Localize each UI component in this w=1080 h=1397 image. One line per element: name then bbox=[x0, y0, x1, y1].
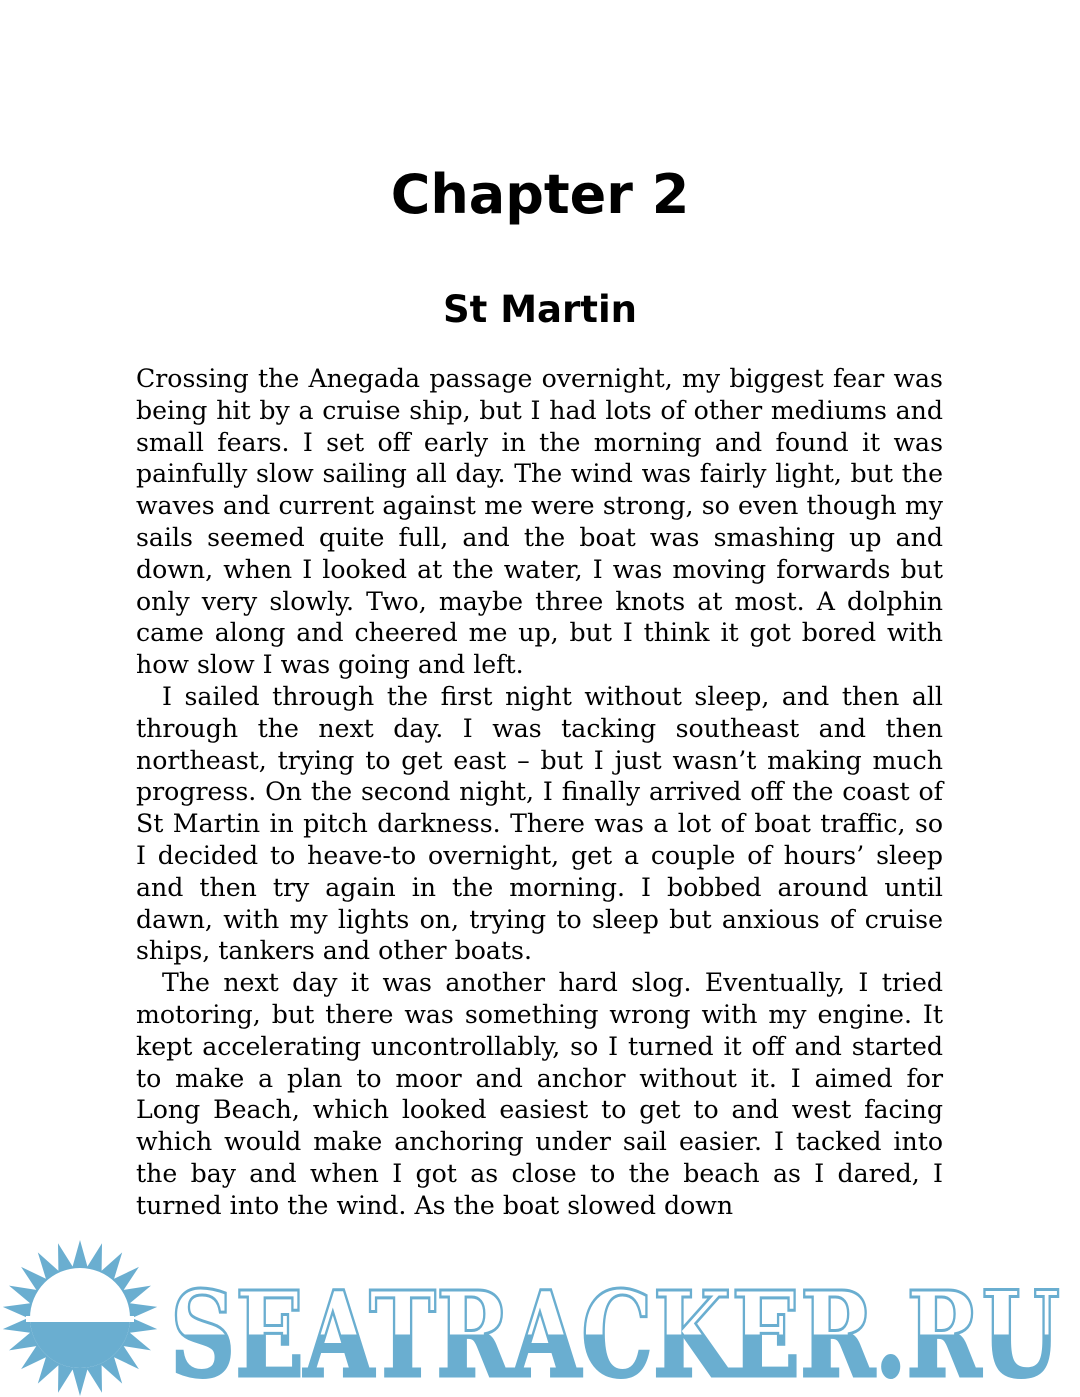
chapter-body bbox=[136, 363, 943, 1222]
paragraph: The next day it was another hard slog. Eventually, I tried motoring, but there was something wrong with my engine. It kept accelerating uncontrollably, so I turned it off and started to make a plan to moor and anchor without it. I aimed for Long Beach, which looked easiest to get to and west facing which would make anchoring under sail easier. I tacked into the bay and when I got as close to the beach as I dared, I turned into the wind. As the boat slowed down bbox=[136, 968, 943, 1220]
sun-icon bbox=[3, 1240, 157, 1396]
paragraph: Crossing the Anegada passage overnight, my biggest fear was being hit by a cruise ship, but I had lots of other mediums and small fears. I set off early in the morning and found it was painfully slow sailing all day. The wind was fairly light, but the waves and current against me were strong, so even though my sails seemed quite full, and the boat was smashing up and down, when I looked at the water, I was moving forwards but only very slowly. Two, maybe three knots at most. A dolphin came along and cheered me up, but I think it got bored with how slow I was going and left. bbox=[136, 364, 943, 680]
paragraph: I sailed through the first night without sleep, and then all through the next day. I was tacking southeast and then northeast, trying to get east – but I just wasn’t making much progress. On the second night, I finally arrived off the coast of St Martin in pitch darkness. There was a lot of boat traffic, so I decided to heave-to overnight, get a couple of hours’ sleep and then try again in the morning. I bobbed around until dawn, with my lights on, trying to sleep but anxious of cruise ships, tankers and other boats. bbox=[136, 681, 943, 966]
chapter-title: Chapter 2 bbox=[390, 163, 690, 226]
chapter-subtitle: St Martin bbox=[443, 288, 637, 331]
watermark bbox=[0, 1238, 1080, 1397]
watermark-text: SEATRACKER.RU bbox=[170, 1265, 1060, 1397]
